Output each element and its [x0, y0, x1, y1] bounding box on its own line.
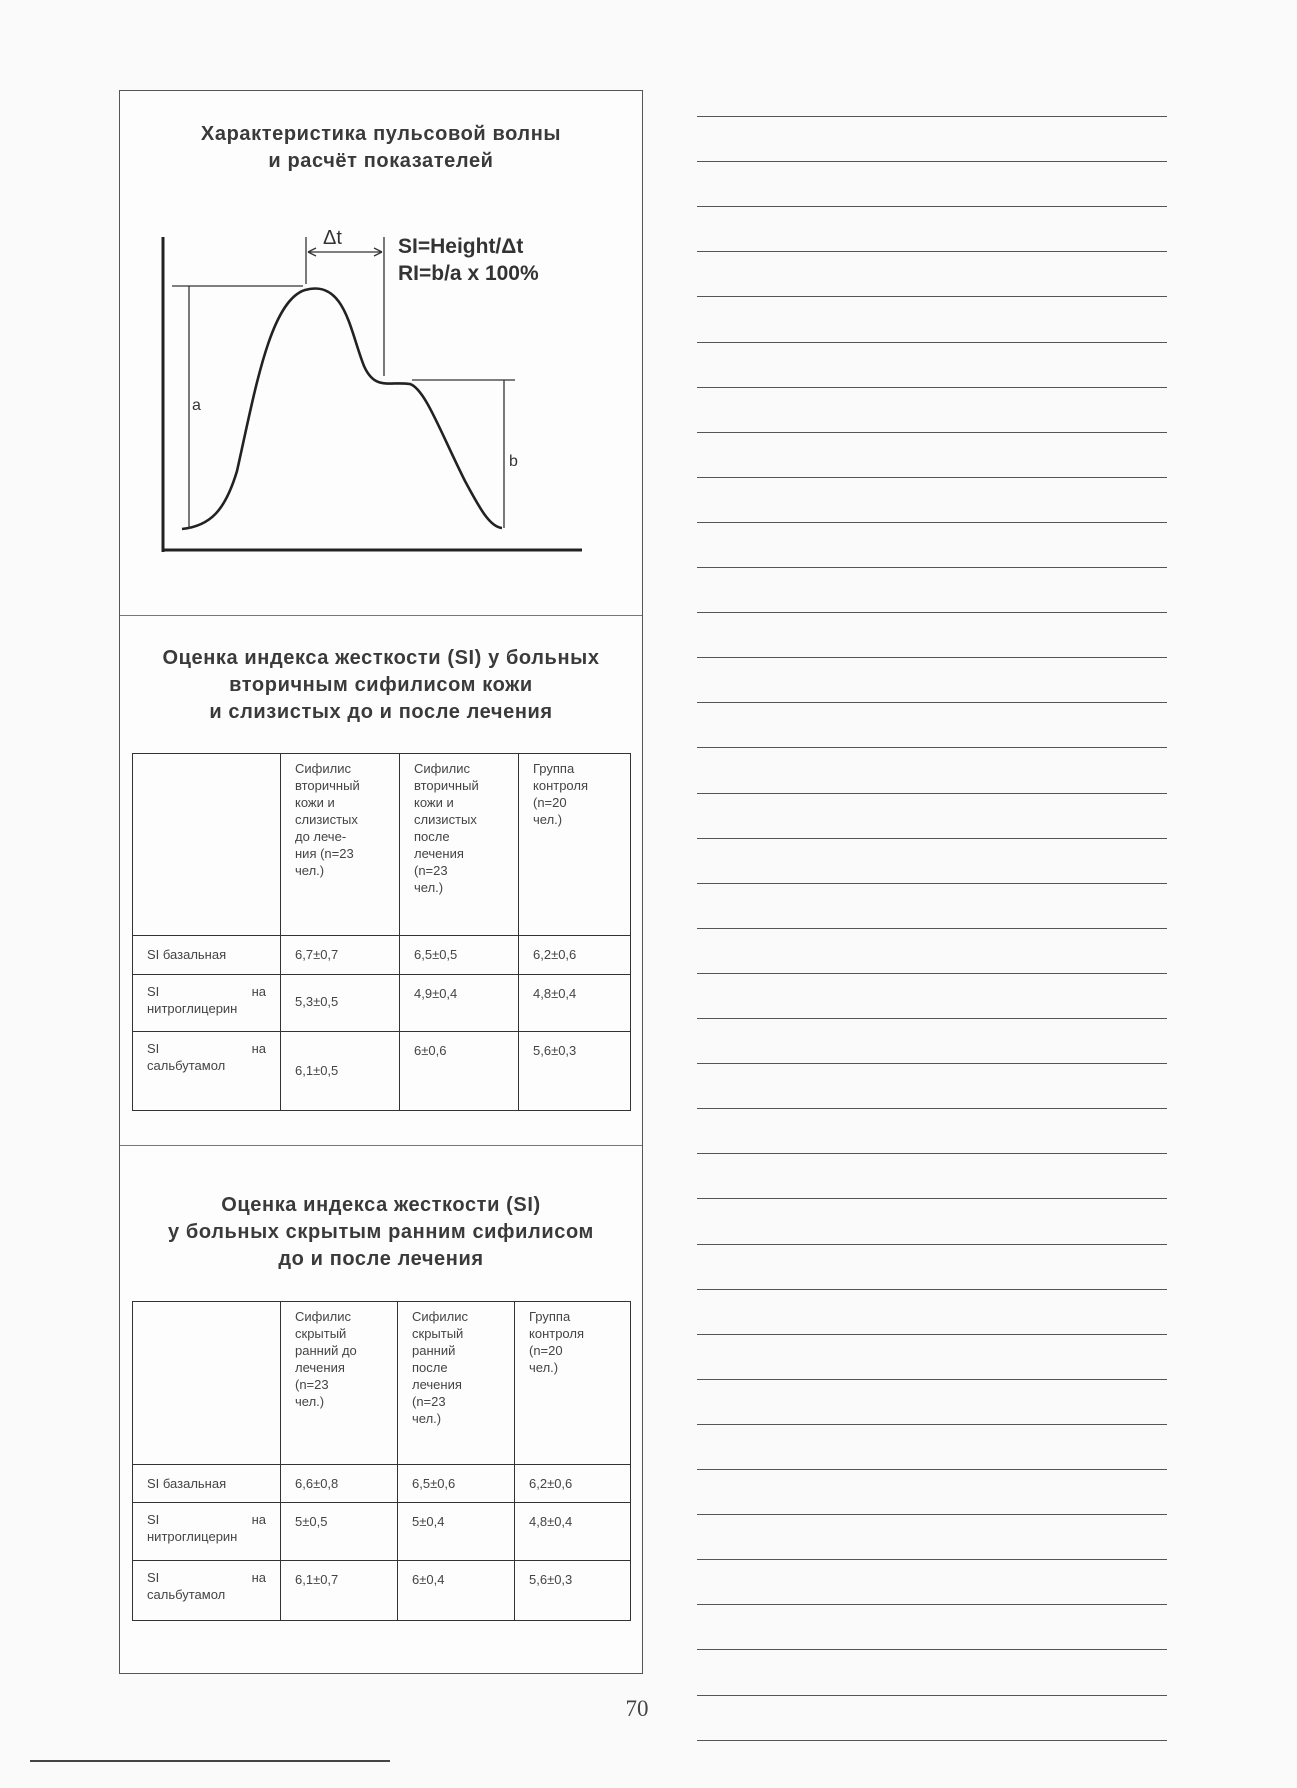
header-text: чел.) [414, 880, 444, 895]
note-line [697, 1649, 1167, 1650]
header-text: после [412, 1360, 448, 1375]
pulse-wave-curve [182, 289, 502, 529]
header-text: Группа [533, 761, 575, 776]
note-line [697, 883, 1167, 884]
footer-rule [30, 1760, 390, 1762]
table-header-cell [281, 754, 400, 936]
note-line [697, 1018, 1167, 1019]
note-line [697, 1289, 1167, 1290]
note-line [697, 838, 1167, 839]
table-cell: 6±0,4 [398, 1561, 515, 1621]
header-text: (n=23 [414, 863, 448, 878]
table-row [133, 1561, 631, 1621]
note-line [697, 1469, 1167, 1470]
table-row [133, 1465, 631, 1503]
header-text: кожи и [414, 795, 454, 810]
table-row [133, 1503, 631, 1561]
row-label-text: SI [147, 984, 160, 999]
header-text: Сифилис [295, 1309, 351, 1324]
note-line [697, 1559, 1167, 1560]
note-line [697, 657, 1167, 658]
row-label [133, 1561, 281, 1621]
title-line: у больных скрытым ранним сифилисом [168, 1221, 594, 1243]
table-row [133, 936, 631, 975]
latent-syphilis-table [132, 1301, 631, 1621]
table-header-row [133, 1302, 631, 1465]
note-line [697, 1244, 1167, 1245]
header-text: контроля [533, 778, 588, 793]
header-text: Сифилис [414, 761, 470, 776]
row-label-text: на [251, 1041, 266, 1056]
table-header-cell [133, 1302, 281, 1465]
note-line [697, 1604, 1167, 1605]
header-text: после [414, 829, 450, 844]
row-label: SI базальная [133, 936, 281, 975]
table-header-row [133, 754, 631, 936]
note-line [697, 251, 1167, 252]
note-line [697, 342, 1167, 343]
table-cell: 5±0,4 [398, 1503, 515, 1561]
title-line: до и после лечения [278, 1248, 484, 1270]
header-text: (n=20 [529, 1343, 563, 1358]
note-line [697, 522, 1167, 523]
note-line [697, 1514, 1167, 1515]
header-text: (n=23 [412, 1394, 446, 1409]
table-cell: 6,6±0,8 [281, 1465, 398, 1503]
row-label-text: SI [147, 1041, 160, 1056]
title-line: вторичным сифилисом кожи [229, 674, 533, 696]
table-cell: 6±0,6 [400, 1032, 519, 1111]
note-line [697, 206, 1167, 207]
title-line: и расчёт показателей [268, 150, 494, 172]
header-text: скрытый [412, 1326, 464, 1341]
table-cell: 6,2±0,6 [515, 1465, 631, 1503]
table-cell: 6,5±0,5 [400, 936, 519, 975]
title-line: Оценка индекса жесткости (SI) у больных [162, 647, 600, 669]
header-text: лечения [295, 1360, 345, 1375]
note-line [697, 116, 1167, 117]
table-cell: 5,6±0,3 [519, 1032, 631, 1111]
row-label-text: SI [147, 1570, 160, 1585]
note-lines [697, 0, 1167, 1700]
secondary-syphilis-title [120, 645, 642, 726]
note-line [697, 1424, 1167, 1425]
table-header-cell [133, 754, 281, 936]
note-line [697, 1334, 1167, 1335]
note-line [697, 387, 1167, 388]
table-header-cell [519, 754, 631, 936]
latent-syphilis-section [120, 1145, 642, 1673]
note-line [697, 1153, 1167, 1154]
header-text: Группа [529, 1309, 571, 1324]
table-header-cell [281, 1302, 398, 1465]
header-text: (n=23 [295, 1377, 329, 1392]
header-text: кожи и [295, 795, 335, 810]
row-label-text: на [251, 1570, 266, 1585]
header-text: контроля [529, 1326, 584, 1341]
note-line [697, 477, 1167, 478]
row-label [133, 1503, 281, 1561]
table-cell: 5,6±0,3 [515, 1561, 631, 1621]
note-line [697, 296, 1167, 297]
table-cell: 4,8±0,4 [515, 1503, 631, 1561]
note-line [697, 1198, 1167, 1199]
content-panel [119, 90, 643, 1674]
table-cell: 4,8±0,4 [519, 975, 631, 1032]
table-cell: 6,1±0,5 [281, 1032, 400, 1111]
table-cell: 6,7±0,7 [281, 936, 400, 975]
table-header-cell [515, 1302, 631, 1465]
label-a: a [192, 397, 201, 414]
header-text: ранний [412, 1343, 456, 1358]
row-label [133, 1032, 281, 1111]
header-text: вторичный [414, 778, 479, 793]
header-text: чел.) [529, 1360, 559, 1375]
formula-ri: RI=b/a x 100% [398, 262, 539, 285]
table-row [133, 1032, 631, 1111]
note-line [697, 1695, 1167, 1696]
note-line [697, 1063, 1167, 1064]
row-label-text: сальбутамол [147, 1587, 226, 1602]
label-b: b [509, 453, 518, 470]
row-label-text: сальбутамол [147, 1058, 226, 1073]
header-text: (n=20 [533, 795, 567, 810]
delta-t-label: Δt [323, 227, 342, 249]
row-label-text: нитроглицерин [147, 1529, 238, 1544]
note-line [697, 1740, 1167, 1741]
note-line [697, 567, 1167, 568]
note-line [697, 432, 1167, 433]
note-line [697, 928, 1167, 929]
note-line [697, 1379, 1167, 1380]
table-header-cell [400, 754, 519, 936]
table-cell: 6,2±0,6 [519, 936, 631, 975]
header-text: ния (n=23 [295, 846, 354, 861]
table-cell: 5±0,5 [281, 1503, 398, 1561]
pulse-wave-section [120, 91, 642, 615]
title-line: Характеристика пульсовой волны [200, 123, 562, 145]
note-line [697, 973, 1167, 974]
note-line [697, 747, 1167, 748]
note-line [697, 702, 1167, 703]
row-label-text: на [251, 984, 266, 999]
note-line [697, 1108, 1167, 1109]
table-header-cell [398, 1302, 515, 1465]
header-text: чел.) [533, 812, 563, 827]
table-cell: 5,3±0,5 [281, 975, 400, 1032]
table-cell: 6,1±0,7 [281, 1561, 398, 1621]
note-line [697, 612, 1167, 613]
header-text: до лече- [295, 829, 347, 844]
note-line [697, 793, 1167, 794]
row-label [133, 975, 281, 1032]
header-text: чел.) [412, 1411, 442, 1426]
header-text: Сифилис [295, 761, 351, 776]
title-line: Оценка индекса жесткости (SI) [221, 1194, 541, 1216]
formula-si: SI=Height/Δt [398, 235, 524, 258]
secondary-syphilis-section [120, 615, 642, 1145]
header-text: слизистых [414, 812, 477, 827]
note-line [697, 161, 1167, 162]
row-label-text: нитроглицерин [147, 1001, 238, 1016]
table-cell: 4,9±0,4 [400, 975, 519, 1032]
header-text: лечения [412, 1377, 462, 1392]
header-text: слизистых [295, 812, 358, 827]
table-row [133, 975, 631, 1032]
header-text: вторичный [295, 778, 360, 793]
header-text: чел.) [295, 863, 325, 878]
latent-syphilis-title [120, 1192, 642, 1273]
header-text: чел.) [295, 1394, 325, 1409]
header-text: скрытый [295, 1326, 347, 1341]
title-line: и слизистых до и после лечения [209, 701, 553, 723]
header-text: ранний до [295, 1343, 357, 1358]
pulse-wave-diagram [120, 91, 644, 615]
row-label-text: SI [147, 1512, 160, 1527]
header-text: Сифилис [412, 1309, 468, 1324]
row-label-text: на [251, 1512, 266, 1527]
table-cell: 6,5±0,6 [398, 1465, 515, 1503]
page-number: 70 [625, 1696, 649, 1721]
header-text: лечения [414, 846, 464, 861]
secondary-syphilis-table [132, 753, 631, 1111]
row-label: SI базальная [133, 1465, 281, 1503]
